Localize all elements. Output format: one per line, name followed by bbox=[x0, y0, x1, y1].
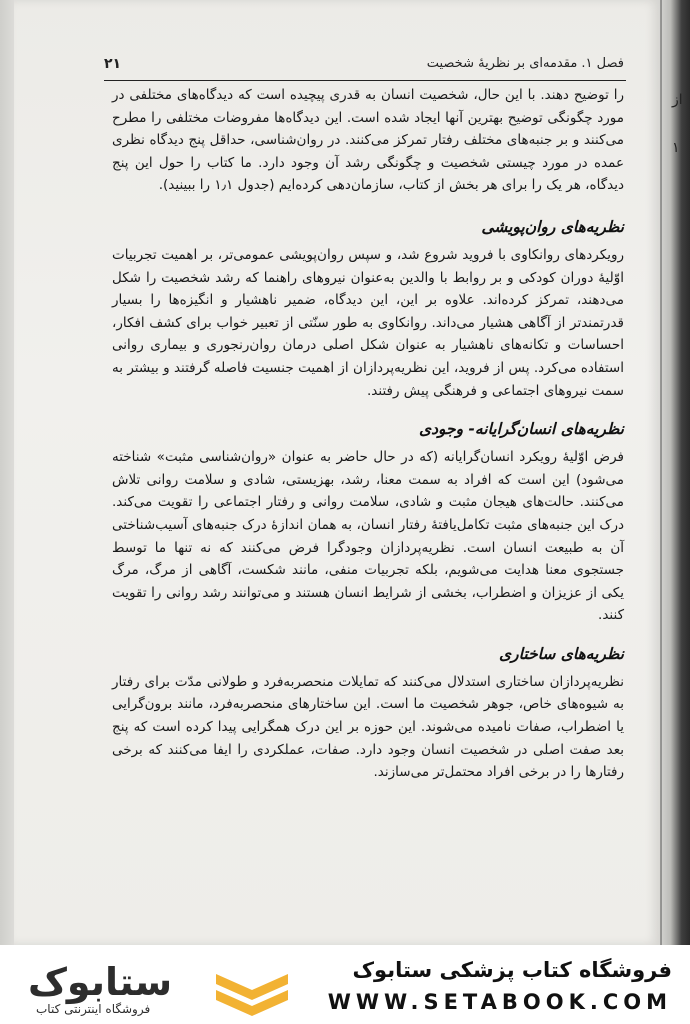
logo-wordmark: ستابوک bbox=[28, 960, 173, 1004]
heading-structural: نظریه‌های ساختاری bbox=[499, 644, 624, 663]
humanistic-paragraph: فرض اوّلیهٔ رویکرد انسان‌گرایانه (که در حال حاضر به عنوان «روان‌شناسی مثبت» شناخته می‌شود) این است که افراد به سمت معنا، رشد، بهزیستی، شادی و سلامت روانی تلاش می‌کنند. حالت‌های هیجان مثبت و شادی، سلامت روانی و رفتار اجتماعی را تقویت می‌کند. درک این جنبه‌های مثبت تکامل‌یافتهٔ رفتار انسان، به همان اندازهٔ درک جنبه‌های آسیب‌شناختی آن به طبیعت انسان است. نظریه‌پردازان وجودگرا فرض می‌کنند که نه تنها ما توسط جستجوی معنا هدایت می‌شویم، بلکه تجربیات منفی، مانند شکست، آگاهی از مرگ، مرگ یکی از عزیزان و اضطراب، بخشی از شرایط انسان هستند و می‌توانند رشد روانی را تقویت کنند. bbox=[112, 449, 624, 624]
page-header bbox=[104, 56, 624, 80]
book-chevron-icon bbox=[212, 964, 292, 1022]
shop-name: فروشگاه کتاب پزشکی ستابوک bbox=[352, 958, 672, 982]
chapter-title: فصل ۱. مقدمه‌ای بر نظریهٔ شخصیت bbox=[426, 56, 624, 71]
page-number: ۲۱ bbox=[104, 56, 122, 72]
book-page bbox=[14, 0, 660, 945]
intro-paragraph: را توضیح دهند. با این حال، شخصیت انسان به قدری پیچیده است که دیدگاه‌های مختلفی در مورد چگونگی توضیح بهترین آنها ایجاد شده است. این دیدگاه‌ها مفروضات مختلفی را مطرح می‌کنند و بر جنبه‌های مختلف رفتار تمرکز می‌کنند. در روان‌شناسی، حداقل پنج دیدگاه نظری عمده در مورد چیستی شخصیت و چگونگی رشد آن وجود دارد. ما کتاب را حول این پنج دیدگاه، هر یک را برای هر بخش از کتاب، سازمان‌دهی کرده‌ایم (جدول ۱٫۱ را ببینید). bbox=[112, 87, 624, 194]
edge-fragment: از bbox=[672, 92, 683, 108]
structural-paragraph: نظریه‌پردازان ساختاری استدلال می‌کنند که تمایلات منحصربه‌فرد و طولانی مدّت برای رفتار به شیوه‌های خاص، جوهر شخصیت ما است. این ساختارهای منحصربه‌فرد، مانند برون‌گرایی یا اضطراب، صفات نامیده می‌شوند. این حوزه بر این درک همگرایی پیدا کرده است که پنج بعد صفت اصلی در شخصیت انسان وجود دارد. صفات، عملکردی را ایفا می‌کنند که برخی رفتارها را در برخی افراد محتمل‌تر می‌سازند. bbox=[112, 673, 624, 781]
heading-humanistic-existential: نظریه‌های انسان‌گرایانه- وجودی bbox=[418, 420, 624, 439]
page-content bbox=[112, 84, 624, 784]
psychodynamic-paragraph: رویکردهای روانکاوی با فروید شروع شد، و سپس روان‌پویشی عمومی‌تر، بر اهمیت تجربیات اوّلیهٔ دوران کودکی و بر روابط با والدین به‌عنوان نیروهای راهنما که رشد شخصیت را شکل می‌دهند، تمرکز کرده‌اند. علاوه بر این، این دیدگاه، ضمیر ناهشیار و انگیزه‌ها را بسیار قدرتمندتر از آگاهی هشیار می‌داند. روانکاوی به طور سنّتی از تعبیر خواب برای کشف افکار، احساسات و تکانه‌های ناهشیار به عنوان شکل اصلی درمان روان‌رنجوری و بیماری روانی استفاده می‌کرد. پس از فروید، این نظریه‌پردازان از اهمیت جنسیت فاصله گرفتند و بیشتر به سمت نیروهای اجتماعی و فرهنگی پیش رفتند. bbox=[112, 246, 624, 399]
setabook-logo[interactable] bbox=[22, 958, 302, 1018]
header-rule bbox=[104, 80, 626, 81]
shop-url-link[interactable]: WWW.SETABOOK.COM bbox=[327, 990, 672, 1014]
logo-tagline: فروشگاه اینترنتی کتاب bbox=[36, 1002, 151, 1016]
edge-fragment: ۱ bbox=[672, 140, 680, 156]
heading-psychodynamic: نظریه‌های روان‌پویشی bbox=[481, 217, 624, 236]
